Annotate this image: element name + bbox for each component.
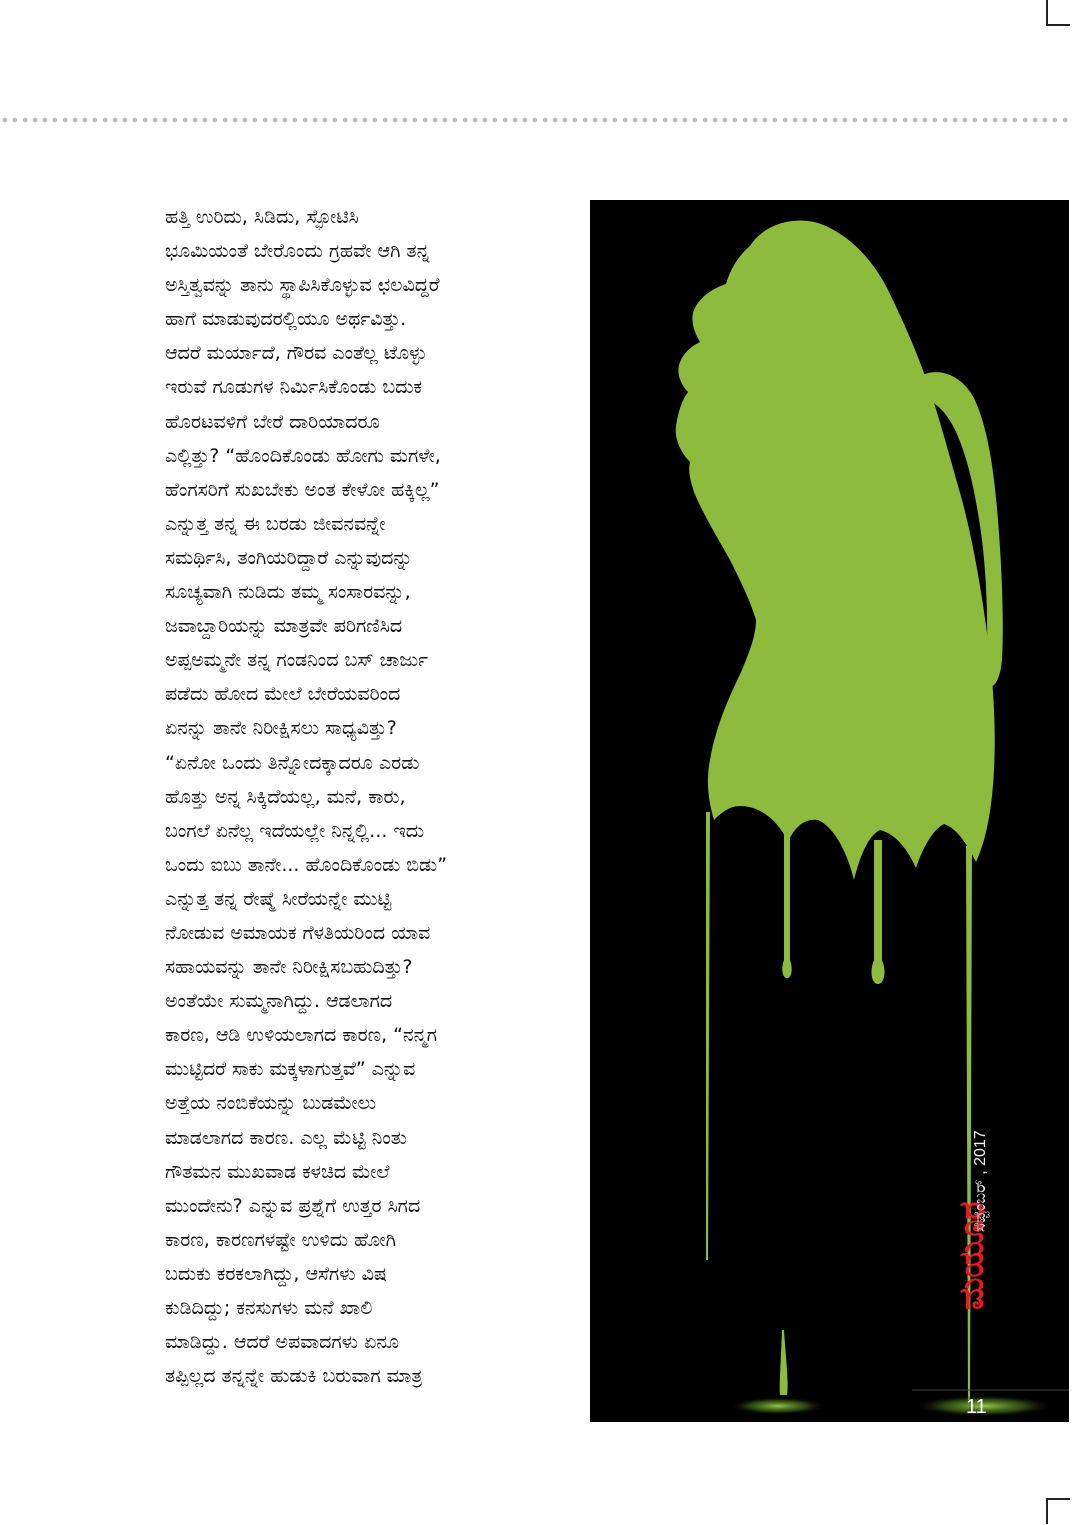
article-line: ಮುಂದೇನು? ಎನ್ನುವ ಪ್ರಶ್ನೆಗೆ ಉತ್ತರ ಸಿಗದ	[165, 1194, 421, 1217]
article-line: ಗೌತಮನ ಮುಖವಾಡ ಕಳಚಿದ ಮೇಲೆ	[165, 1160, 390, 1183]
article-line: ಏನನ್ನು ತಾನೇ ನಿರೀಕ್ಷಿಸಲು ಸಾಧ್ಯವಿತ್ತು?	[165, 717, 397, 740]
article-line: ಕುಡಿದಿದ್ದು; ಕನಸುಗಳು ಮನೆ ಖಾಲಿ	[165, 1297, 373, 1319]
article-line: ಅತ್ತೆಯ ನಂಬಿಕೆಯನ್ನು ಬುಡಮೇಲು	[165, 1092, 377, 1115]
article-line: ಅಪ್ಪಅಮ್ಮನೇ ತನ್ನ ಗಂಡನಿಂದ ಬಸ್ ಚಾರ್ಜು	[165, 649, 428, 672]
article-line: ಇರುವೆ ಗೂಡುಗಳ ನಿರ್ಮಿಸಿಕೊಂಡು ಬದುಕ	[165, 376, 423, 399]
article-line: ಬದುಕು ಕರಕಲಾಗಿದ್ದು, ಆಸೆಗಳು ವಿಷ	[165, 1262, 387, 1285]
article-line: ಎಲ್ಲಿತ್ತು? “ಹೊಂದಿಕೊಂಡು ಹೋಗು ಮಗಳೇ,	[165, 444, 441, 467]
article-line: ಮಾಡಿದ್ದು. ಆದರೆ ಅಪವಾದಗಳು ಏನೂ	[165, 1331, 400, 1354]
article-line: ಎನ್ನುತ್ತ ತನ್ನ ರೇಷ್ಮೆ ಸೀರೆಯನ್ನೇ ಮುಟ್ಟಿ	[165, 887, 392, 910]
article-line: ಜವಾಬ್ದಾರಿಯನ್ನು ಮಾತ್ರವೇ ಪರಿಗಣಿಸಿದ	[165, 615, 403, 638]
article-line: ಅಸ್ತಿತ್ವವನ್ನು ತಾನು ಸ್ಥಾಪಿಸಿಕೊಳ್ಳುವ ಛಲವಿದ್ದರೆ	[165, 274, 440, 297]
article-line: “ಏನೋ ಒಂದು ತಿನ್ನೋದಕ್ಕಾದರೂ ಎರಡು	[165, 751, 420, 774]
article-line: ಬಂಗಲೆ ಏನೆಲ್ಲ ಇದೆಯಲ್ಲೇ ನಿನ್ನಲ್ಲಿ... ಇದು	[165, 819, 425, 842]
article-line: ಹತ್ತಿ ಉರಿದು, ಸಿಡಿದು, ಸ್ಫೋಟಿಸಿ	[165, 206, 359, 228]
dotted-divider	[0, 117, 1072, 123]
article-line: ಪಡೆದು ಹೋದ ಮೇಲೆ ಬೇರೆಯವರಿಂದ	[165, 683, 401, 706]
page-number: 11	[966, 1396, 987, 1418]
magazine-logo: ಮಯೂರ	[952, 1201, 992, 1310]
article-line: ಭೂಮಿಯಂತೆ ಬೇರೊಂದು ಗ್ರಹವೇ ಆಗಿ ತನ್ನ	[165, 240, 430, 263]
article-line: ಅಂತೆಯೇ ಸುಮ್ಮನಾಗಿದ್ದು. ಆಡಲಾಗದ	[165, 990, 393, 1013]
crop-mark-bottom	[1046, 1498, 1070, 1524]
article-line: ಸಹಾಯವನ್ನು ತಾನೇ ನಿರೀಕ್ಷಿಸಬಹುದಿತ್ತು?	[165, 956, 413, 979]
illustration-panel	[590, 200, 1069, 1422]
article-line: ಎನ್ನುತ್ತ ತನ್ನ ಈ ಬರಡು ಜೀವನವನ್ನೇ	[165, 512, 386, 535]
drip-puddle-left	[730, 1397, 826, 1415]
crop-mark-top	[1046, 0, 1070, 26]
dripping-silhouette-illustration	[590, 200, 1069, 1422]
article-line: ನೋಡುವ ಅಮಾಯಕ ಗೆಳತಿಯರಿಂದ ಯಾವ	[165, 921, 431, 944]
article-line: ಹೆಂಗಸರಿಗೆ ಸುಖಬೇಕು ಅಂತ ಕೇಳೋ ಹಕ್ಕಿಲ್ಲ”	[165, 478, 440, 501]
article-line: ಒಂದು ಐಬು ತಾನೇ... ಹೊಂದಿಕೊಂಡು ಬಿಡು”	[165, 853, 448, 876]
article-line: ಕಾರಣ, ಕಾರಣಗಳಷ್ಟೇ ಉಳಿದು ಹೋಗಿ	[165, 1228, 397, 1251]
article-line: ತಪ್ಪಿಲ್ಲದ ತನ್ನನ್ನೇ ಹುಡುಕಿ ಬರುವಾಗ ಮಾತ್ರ	[165, 1365, 423, 1388]
issue-date: ಸೆಪ್ಟೆಂಬರ್ , 2017	[972, 1130, 989, 1232]
article-line: ಕಾರಣ, ಆಡಿ ಉಳಿಯಲಾಗದ ಕಾರಣ, “ನನ್ಮಗ	[165, 1024, 438, 1047]
article-line: ಆದರೆ ಮರ್ಯಾದೆ, ಗೌರವ ಎಂತೆಲ್ಲ ಟೊಳ್ಳು	[165, 342, 427, 365]
article-line: ಮಾಡಲಾಗದ ಕಾರಣ. ಎಲ್ಲ ಮೆಟ್ಟಿ ನಿಂತು	[165, 1126, 407, 1149]
article-line: ಹೊರಟವಳಿಗೆ ಬೇರೆ ದಾರಿಯಾದರೂ	[165, 410, 380, 433]
article-body	[165, 200, 565, 1393]
article-line: ಹಾಗೆ ಮಾಡುವುದರಲ್ಲಿಯೂ ಅರ್ಥವಿತ್ತು.	[165, 308, 407, 331]
article-line: ಹೊತ್ತು ಅನ್ನ ಸಿಕ್ಕಿದೆಯಲ್ಲ, ಮನೆ, ಕಾರು,	[165, 785, 406, 808]
article-line: ಸಮರ್ಥಿಸಿ, ತಂಗಿಯರಿದ್ದಾರೆ ಎನ್ನುವುದನ್ನು	[165, 546, 413, 569]
article-line: ಮುಟ್ಟಿದರೆ ಸಾಕು ಮಕ್ಕಳಾಗುತ್ತವೆ” ಎನ್ನುವ	[165, 1058, 416, 1081]
article-line: ಸೂಚ್ಯವಾಗಿ ನುಡಿದು ತಮ್ಮ ಸಂಸಾರವನ್ನು,	[165, 581, 411, 604]
